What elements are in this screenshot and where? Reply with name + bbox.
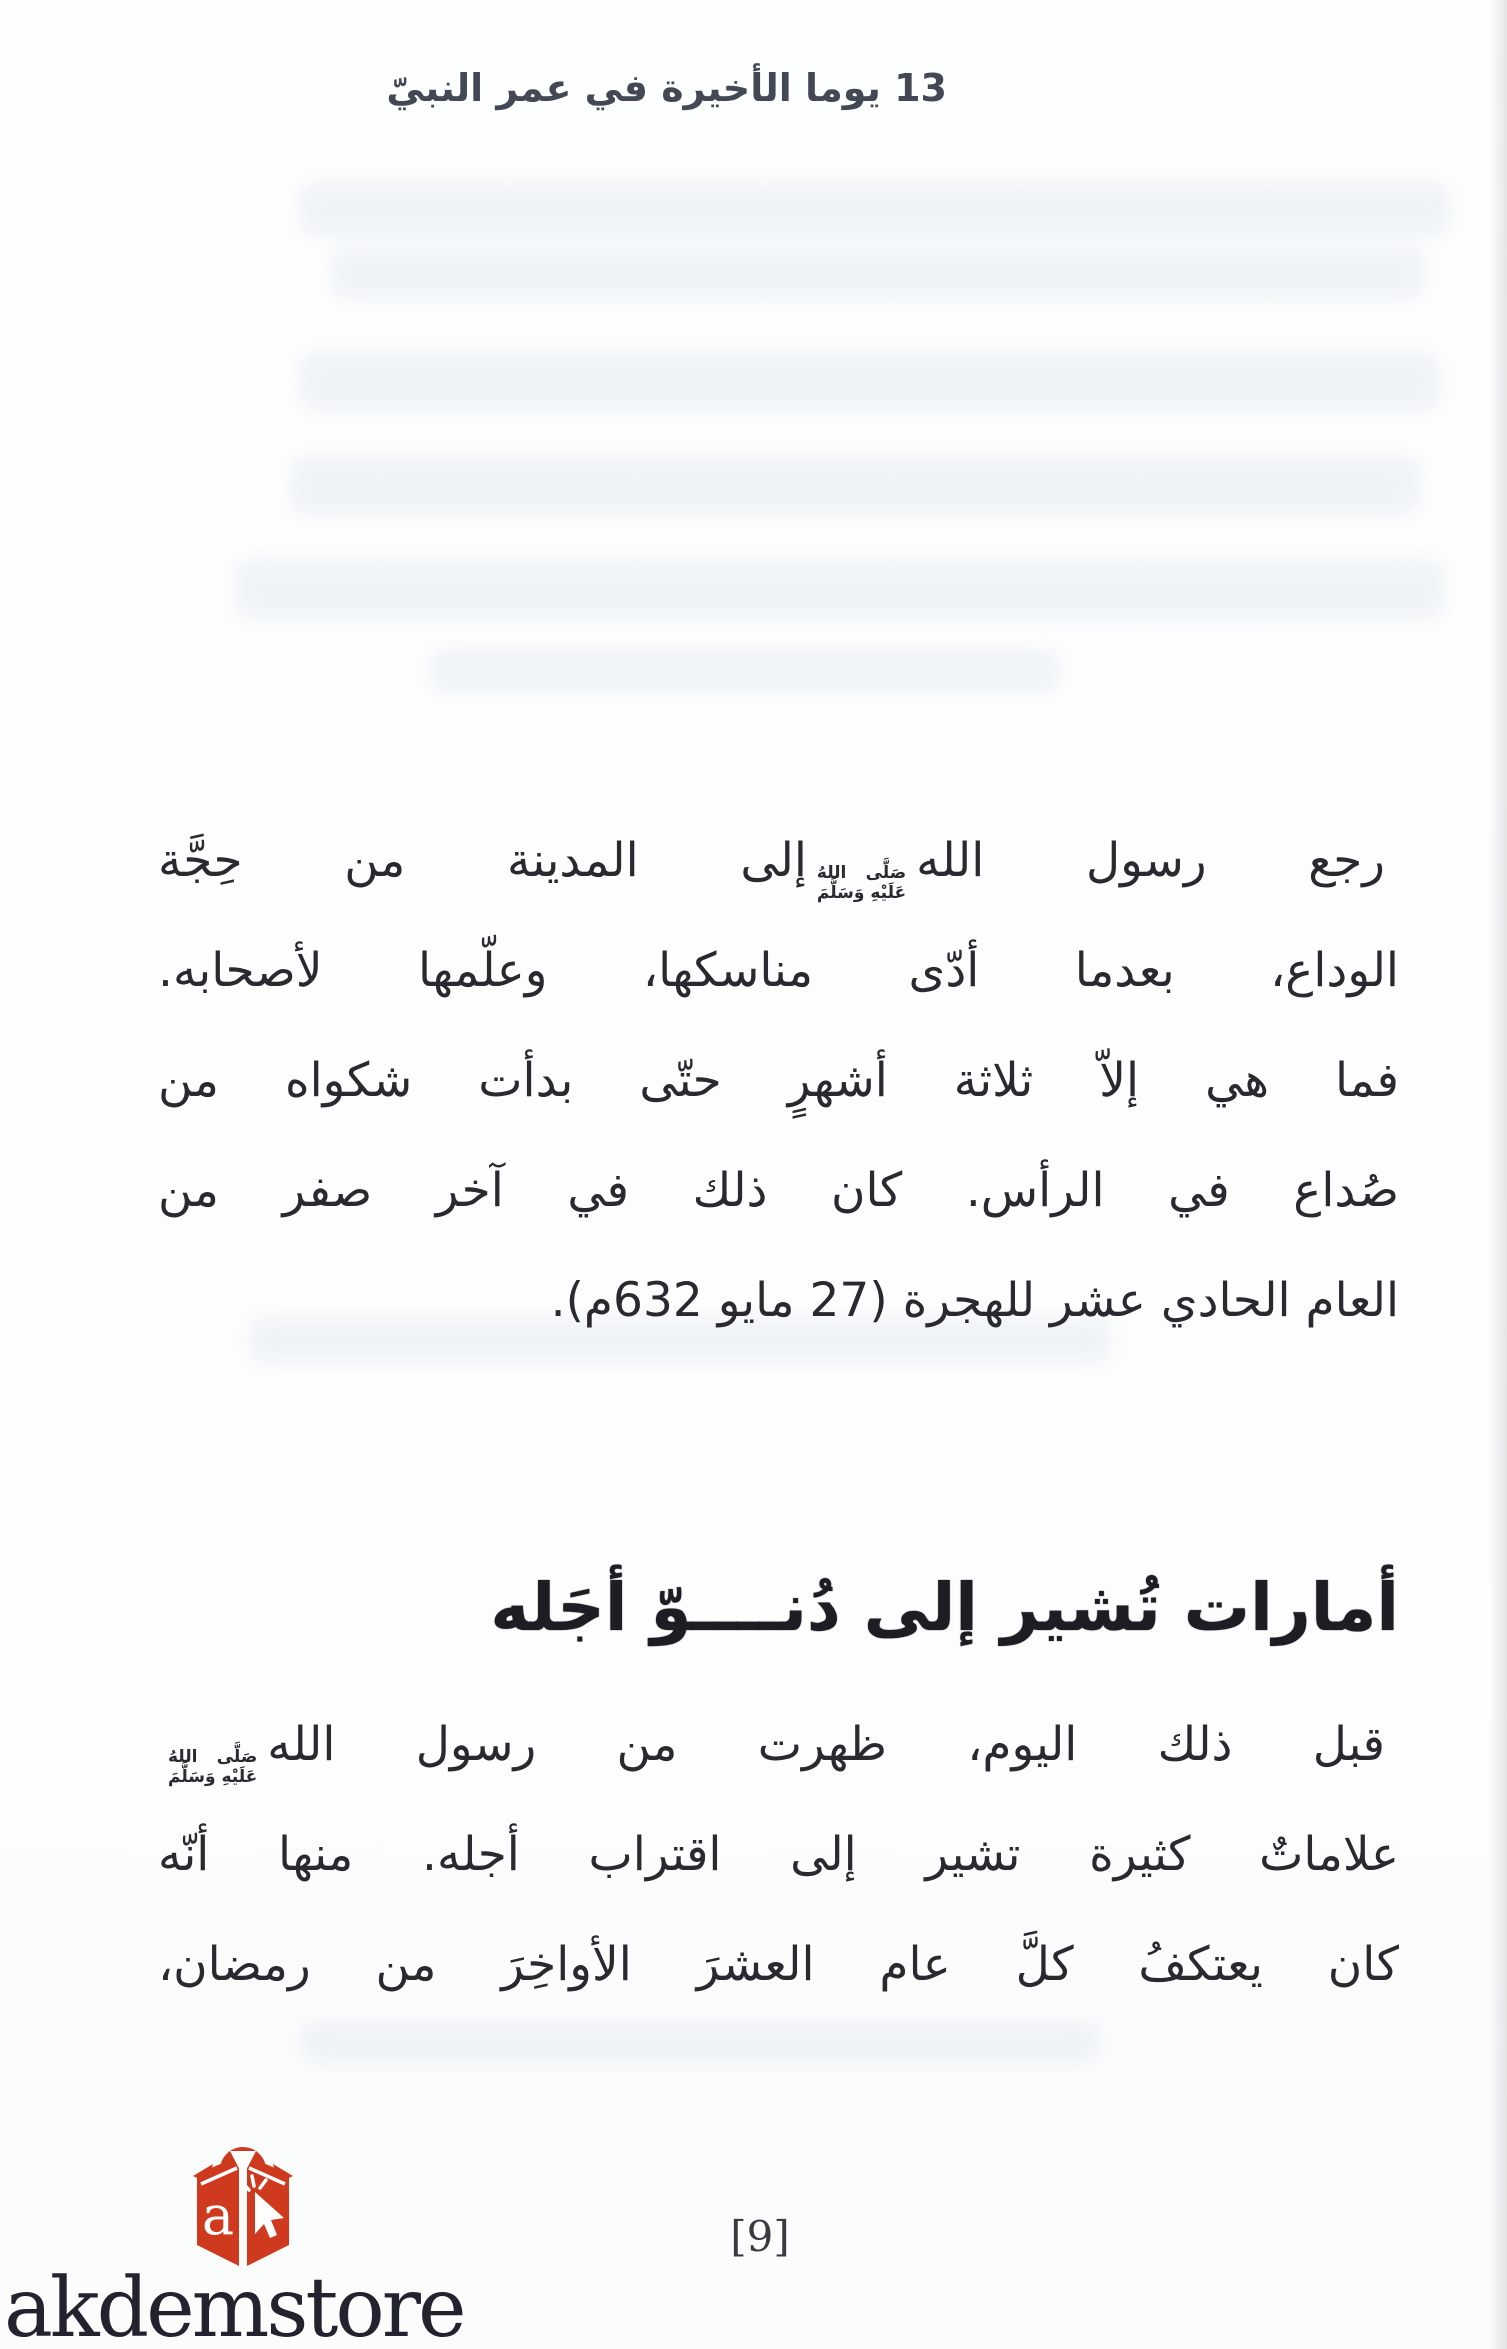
salawat-calligraphy-mark	[168, 1747, 257, 1787]
ghost-text-row	[290, 456, 1420, 514]
paragraph-1	[158, 806, 1399, 1356]
body-text: إلى المدينة من حِجَّة	[158, 833, 807, 888]
body-line	[158, 1690, 1399, 1800]
section-heading: أمارات تُشير إلى دُنــــوّ أجَله	[490, 1569, 1399, 1646]
brand-wordmark: akdemstore	[4, 2261, 464, 2349]
ghost-text-row	[300, 2022, 1100, 2064]
paragraph-2	[158, 1690, 1399, 2020]
salawat-top: صَلَّى اللهُ	[816, 863, 907, 883]
logo-letter: a	[201, 2184, 235, 2247]
body-line: العام الحادي عشر للهجرة (27 مايو 632م).	[550, 1273, 1399, 1328]
salawat-bottom: عَلَيْهِ وَسَلَّمَ	[816, 883, 907, 903]
body-line: صُداع في الرأس. كان ذلك في آخر صفر من	[158, 1163, 1399, 1218]
salawat-bottom: عَلَيْهِ وَسَلَّمَ	[168, 1767, 258, 1787]
body-text: قبل ذلك اليوم، ظهرت من رسول الله	[267, 1717, 1385, 1772]
ghost-text-row	[235, 560, 1445, 618]
body-line: كان يعتكفُ كلَّ عام العشرَ الأواخِرَ من رمضان،	[158, 1937, 1399, 1992]
body-text: رجع رسول الله	[916, 833, 1385, 888]
ghost-text-row	[430, 650, 1060, 692]
ghost-text-row	[300, 352, 1440, 410]
brand-logo	[0, 2136, 520, 2349]
body-line: الوداع، بعدما أدّى مناسكها، وعلّمها لأصحابه.	[158, 943, 1399, 998]
ghost-text-row	[330, 248, 1425, 298]
scan-edge-shadow	[1489, 0, 1507, 2349]
salawat-calligraphy-mark	[817, 863, 906, 903]
open-book-logo-icon	[190, 2140, 296, 2272]
page-header-title: 13 يوما الأخيرة في عمر النبيّ	[386, 66, 947, 110]
salawat-top: صَلَّى اللهُ	[168, 1747, 258, 1767]
page-number: [9]	[730, 2212, 790, 2261]
body-line: علاماتٌ كثيرة تشير إلى اقتراب أجله. منها أنّه	[158, 1827, 1399, 1882]
ghost-text-row	[300, 182, 1450, 237]
body-line	[158, 806, 1399, 916]
body-line: فما هي إلاّ ثلاثة أشهرٍ حتّى بدأت شكواه من	[158, 1053, 1399, 1108]
